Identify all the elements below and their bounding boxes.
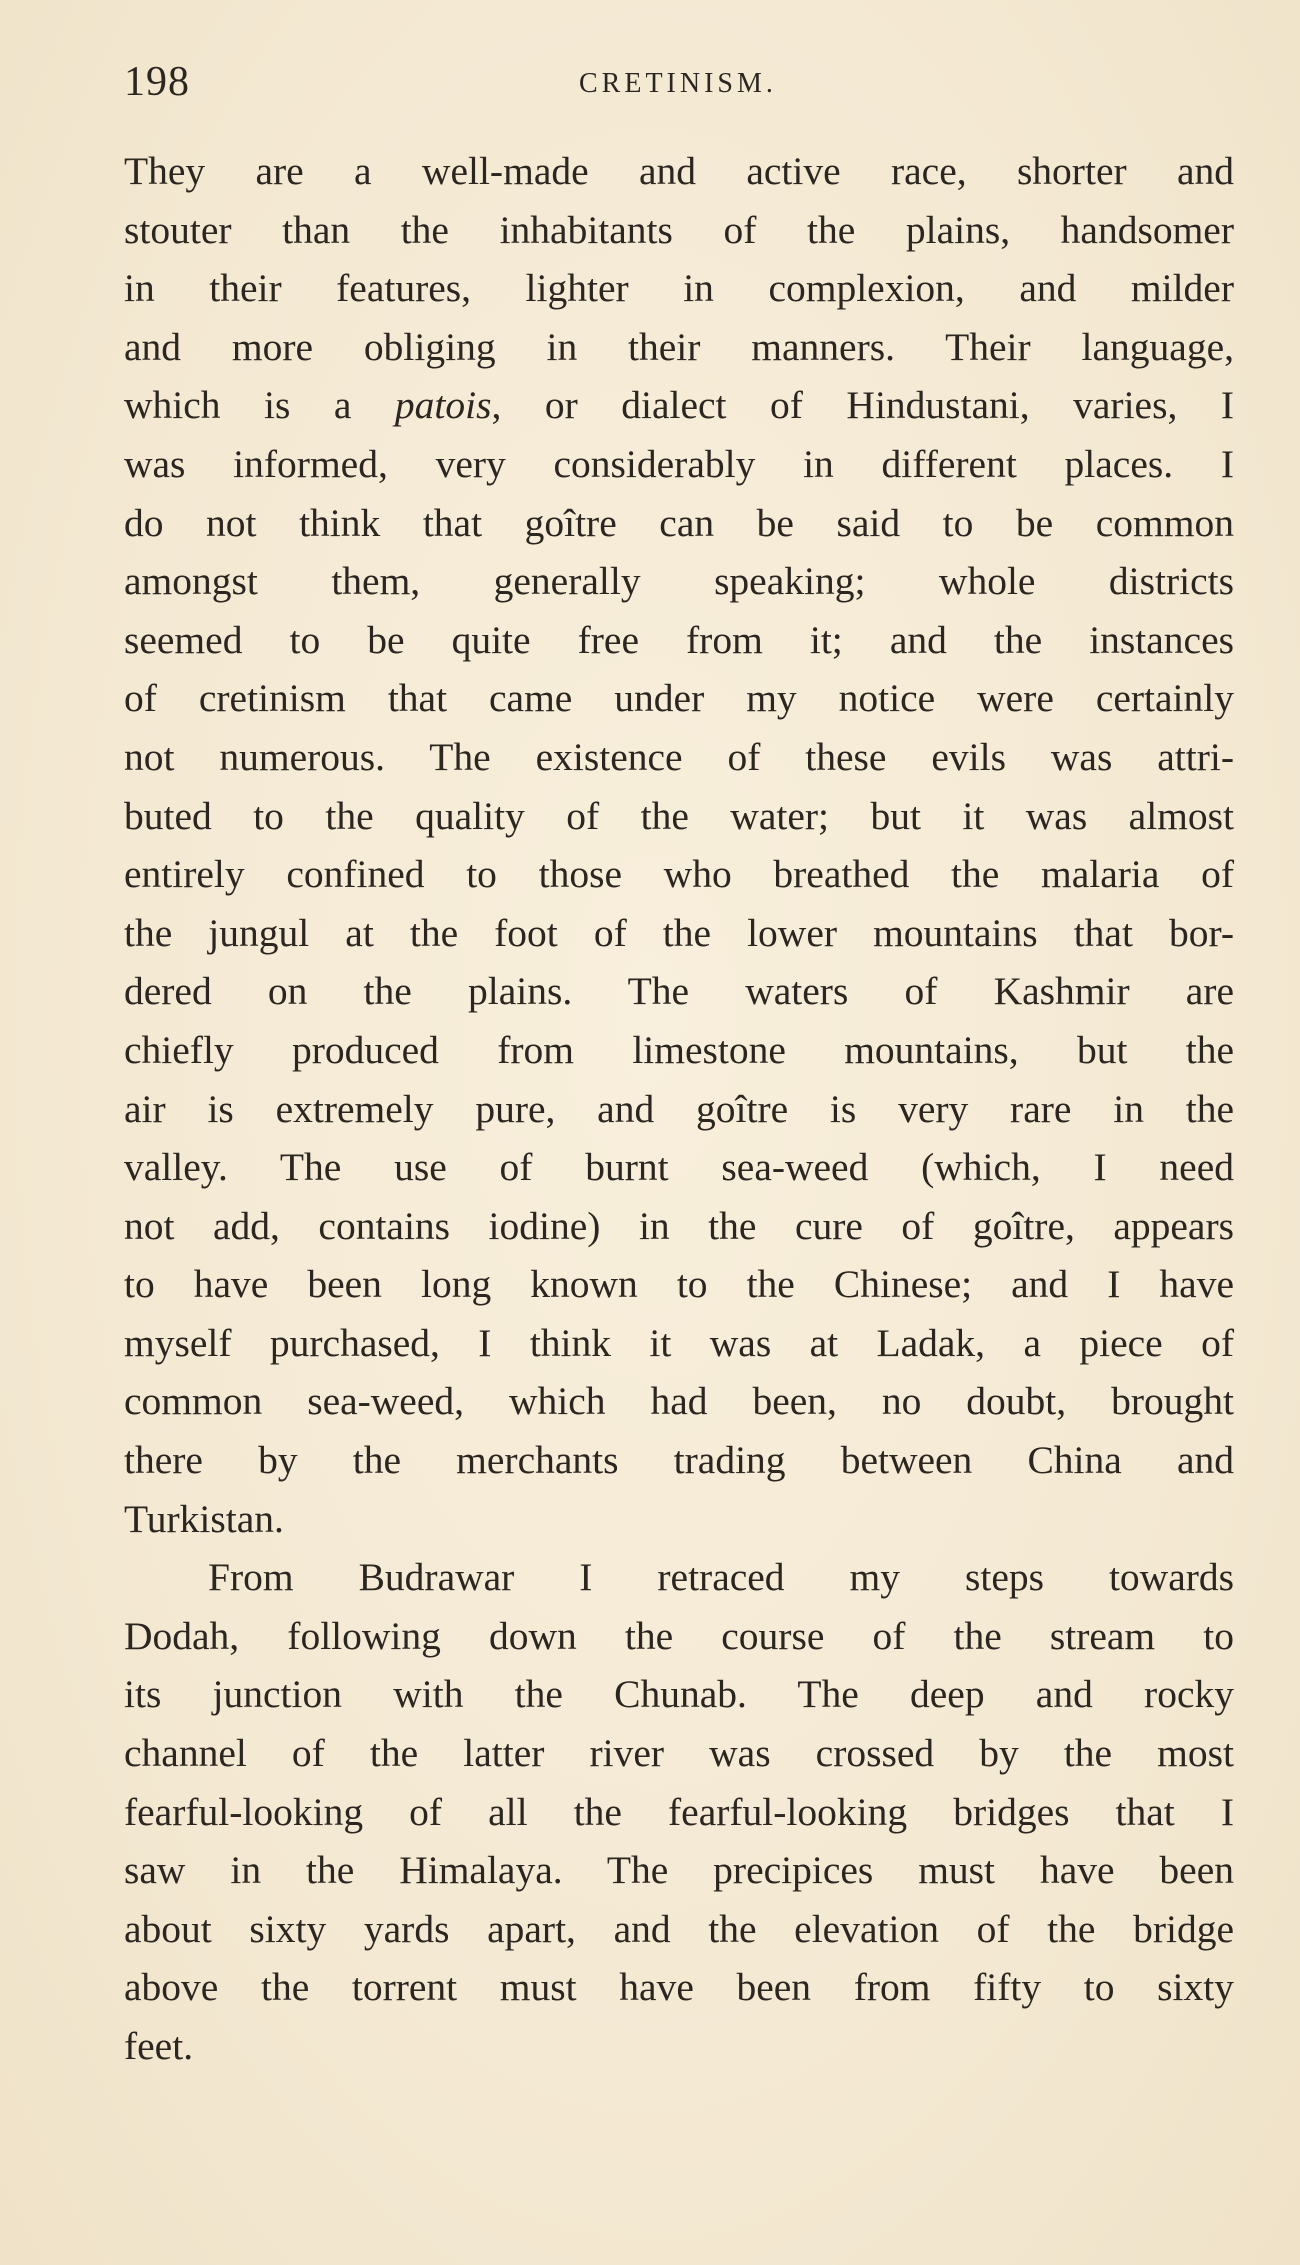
text-line: channel of the latter river was crossed by the most (124, 1731, 1234, 1776)
text-line: fearful-looking of all the fearful-looking bridges that I (124, 1789, 1234, 1834)
text-line: its junction with the Chunab. The deep and rocky (124, 1672, 1234, 1717)
text-line: to have been long known to the Chinese; and I have (124, 1262, 1234, 1307)
body-text (124, 142, 1234, 2076)
paragraph (124, 142, 1234, 1548)
page-header (124, 58, 1234, 118)
text-line: chiefly produced from limestone mountains, but the (124, 1027, 1234, 1072)
text-line: about sixty yards apart, and the elevation of the bridge (124, 1906, 1234, 1951)
text-line: saw in the Himalaya. The precipices must have been (124, 1848, 1234, 1893)
text-line: do not think that goître can be said to be common (124, 500, 1234, 545)
text-line: which is a patois, or dialect of Hindustani, varies, I (124, 383, 1234, 428)
text-line: in their features, lighter in complexion, and milder (124, 266, 1234, 311)
text-line: Turkistan. (124, 1496, 284, 1541)
text-line: above the torrent must have been from fifty to sixty (124, 1965, 1234, 2010)
text-line: of cretinism that came under my notice were certainly (124, 676, 1234, 721)
text-line: myself purchased, I think it was at Ladak, a piece of (124, 1320, 1234, 1365)
text-line: air is extremely pure, and goître is very rare in the (124, 1086, 1234, 1131)
page-number: 198 (124, 59, 190, 105)
text-line: valley. The use of burnt sea-weed (which, I need (124, 1145, 1234, 1190)
paragraph (124, 1548, 1234, 2075)
text-line: Dodah, following down the course of the stream to (124, 1613, 1234, 1658)
text-line: buted to the quality of the water; but it was almost (124, 793, 1234, 838)
running-title: CRETINISM. (579, 68, 777, 99)
text-line: stouter than the inhabitants of the plains, handsomer (124, 207, 1234, 252)
text-line: common sea-weed, which had been, no doubt, brought (124, 1379, 1234, 1424)
text-line: dered on the plains. The waters of Kashmir are (124, 969, 1234, 1014)
text-line: not add, contains iodine) in the cure of goître, appears (124, 1203, 1234, 1248)
text-line: From Budrawar I retraced my steps towards (208, 1555, 1234, 1600)
italic-term: patois (394, 383, 492, 428)
text-line: entirely confined to those who breathed the malaria of (124, 852, 1234, 897)
text-line: the jungul at the foot of the lower mountains that bor- (124, 910, 1234, 955)
text-line: amongst them, generally speaking; whole districts (124, 559, 1234, 604)
text-line: was informed, very considerably in different places. I (124, 441, 1234, 486)
text-line: seemed to be quite free from it; and the instances (124, 617, 1234, 662)
text-line: there by the merchants trading between China and (124, 1438, 1234, 1483)
text-line: feet. (124, 2024, 194, 2068)
text-line: not numerous. The existence of these evils was attri- (124, 734, 1234, 779)
text-line: and more obliging in their manners. Their language, (124, 324, 1234, 369)
text-line: They are a well-made and active race, shorter and (124, 149, 1234, 193)
